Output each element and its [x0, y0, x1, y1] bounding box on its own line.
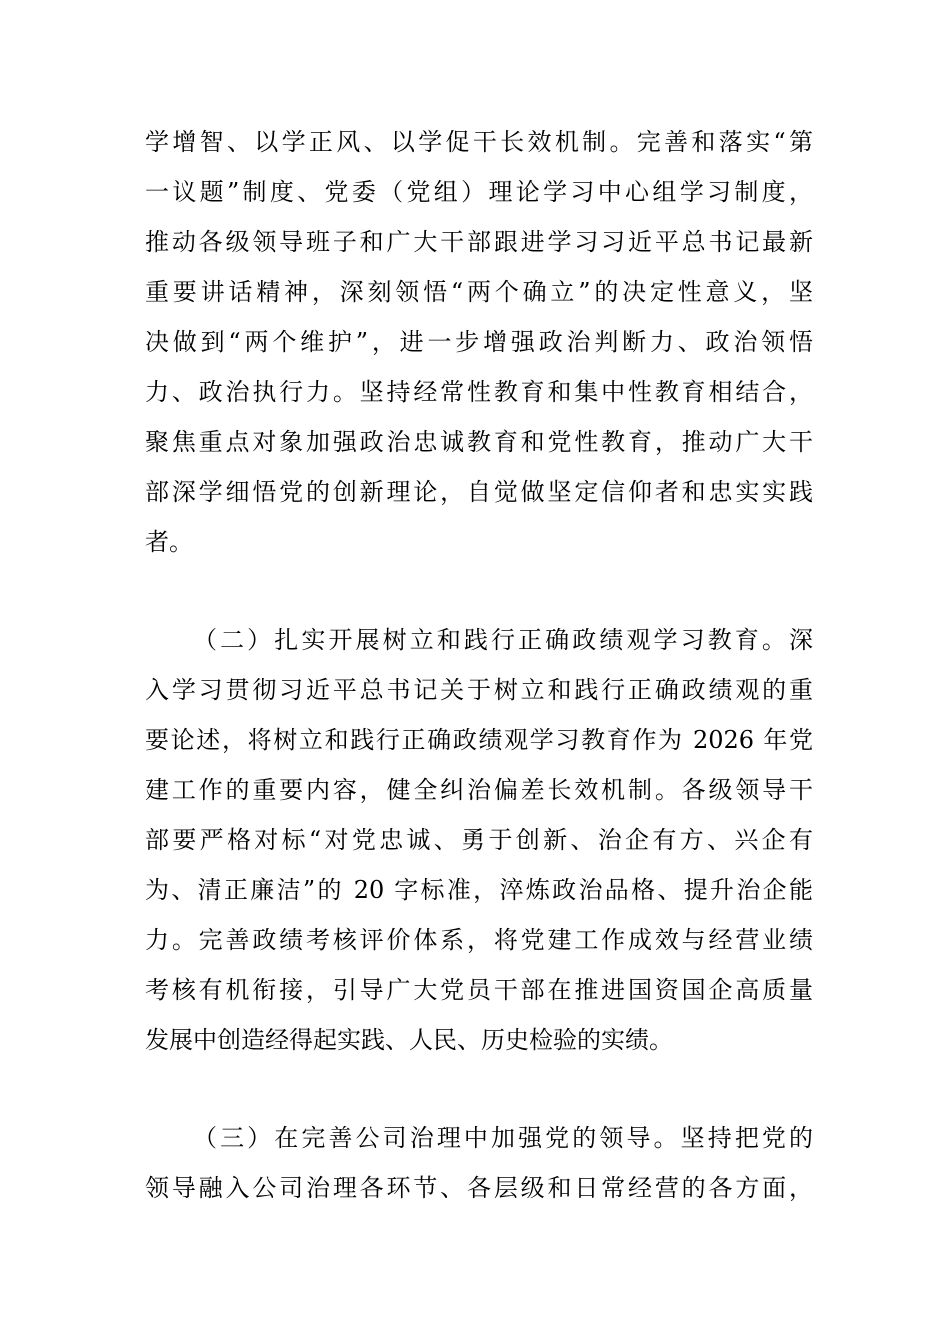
paragraph-line: 部深学细悟党的创新理论，自觉做坚定信仰者和忠实实践: [145, 478, 813, 506]
paragraph-line: 者。: [145, 528, 193, 556]
paragraph-line: 入学习贯彻习近平总书记关于树立和践行正确政绩观的重: [145, 676, 813, 704]
paragraph-line: 力。完善政绩考核评价体系，将党建工作成效与经营业绩: [145, 926, 813, 954]
paragraph-line: 重要讲话精神，深刻领悟“两个确立”的决定性意义，坚: [145, 278, 813, 306]
paragraph-line: 决做到“两个维护”，进一步增强政治判断力、政治领悟: [145, 328, 813, 356]
paragraph-line: 部要严格对标“对党忠诚、勇于创新、治企有方、兴企有: [145, 826, 813, 854]
paragraph-line: 推动各级领导班子和广大干部跟进学习习近平总书记最新: [145, 228, 813, 256]
paragraph-line: 领导融入公司治理各环节、各层级和日常经营的各方面，: [145, 1174, 813, 1202]
paragraph-line: 发展中创造经得起实践、人民、历史检验的实绩。: [145, 1026, 673, 1054]
paragraph-line: 一议题”制度、党委（党组）理论学习中心组学习制度，: [145, 178, 813, 206]
paragraph-first-line: （二）扎实开展树立和践行正确政绩观学习教育。深: [193, 626, 813, 654]
paragraph-line: 考核有机衔接，引导广大党员干部在推进国资国企高质量: [145, 976, 813, 1004]
paragraph-line: 要论述，将树立和践行正确政绩观学习教育作为 2026 年党: [145, 726, 813, 754]
paragraph-line: 聚焦重点对象加强政治忠诚教育和党性教育，推动广大干: [145, 428, 813, 456]
paragraph-line: 为、清正廉洁”的 20 字标准，淬炼政治品格、提升治企能: [145, 876, 813, 904]
paragraph-line: 学增智、以学正风、以学促干长效机制。完善和落实“第: [145, 128, 813, 156]
paragraph-line: 建工作的重要内容，健全纠治偏差长效机制。各级领导干: [145, 776, 813, 804]
paragraph-first-line: （三）在完善公司治理中加强党的领导。坚持把党的: [193, 1124, 813, 1152]
paragraph-line: 力、政治执行力。坚持经常性教育和集中性教育相结合，: [145, 378, 813, 406]
